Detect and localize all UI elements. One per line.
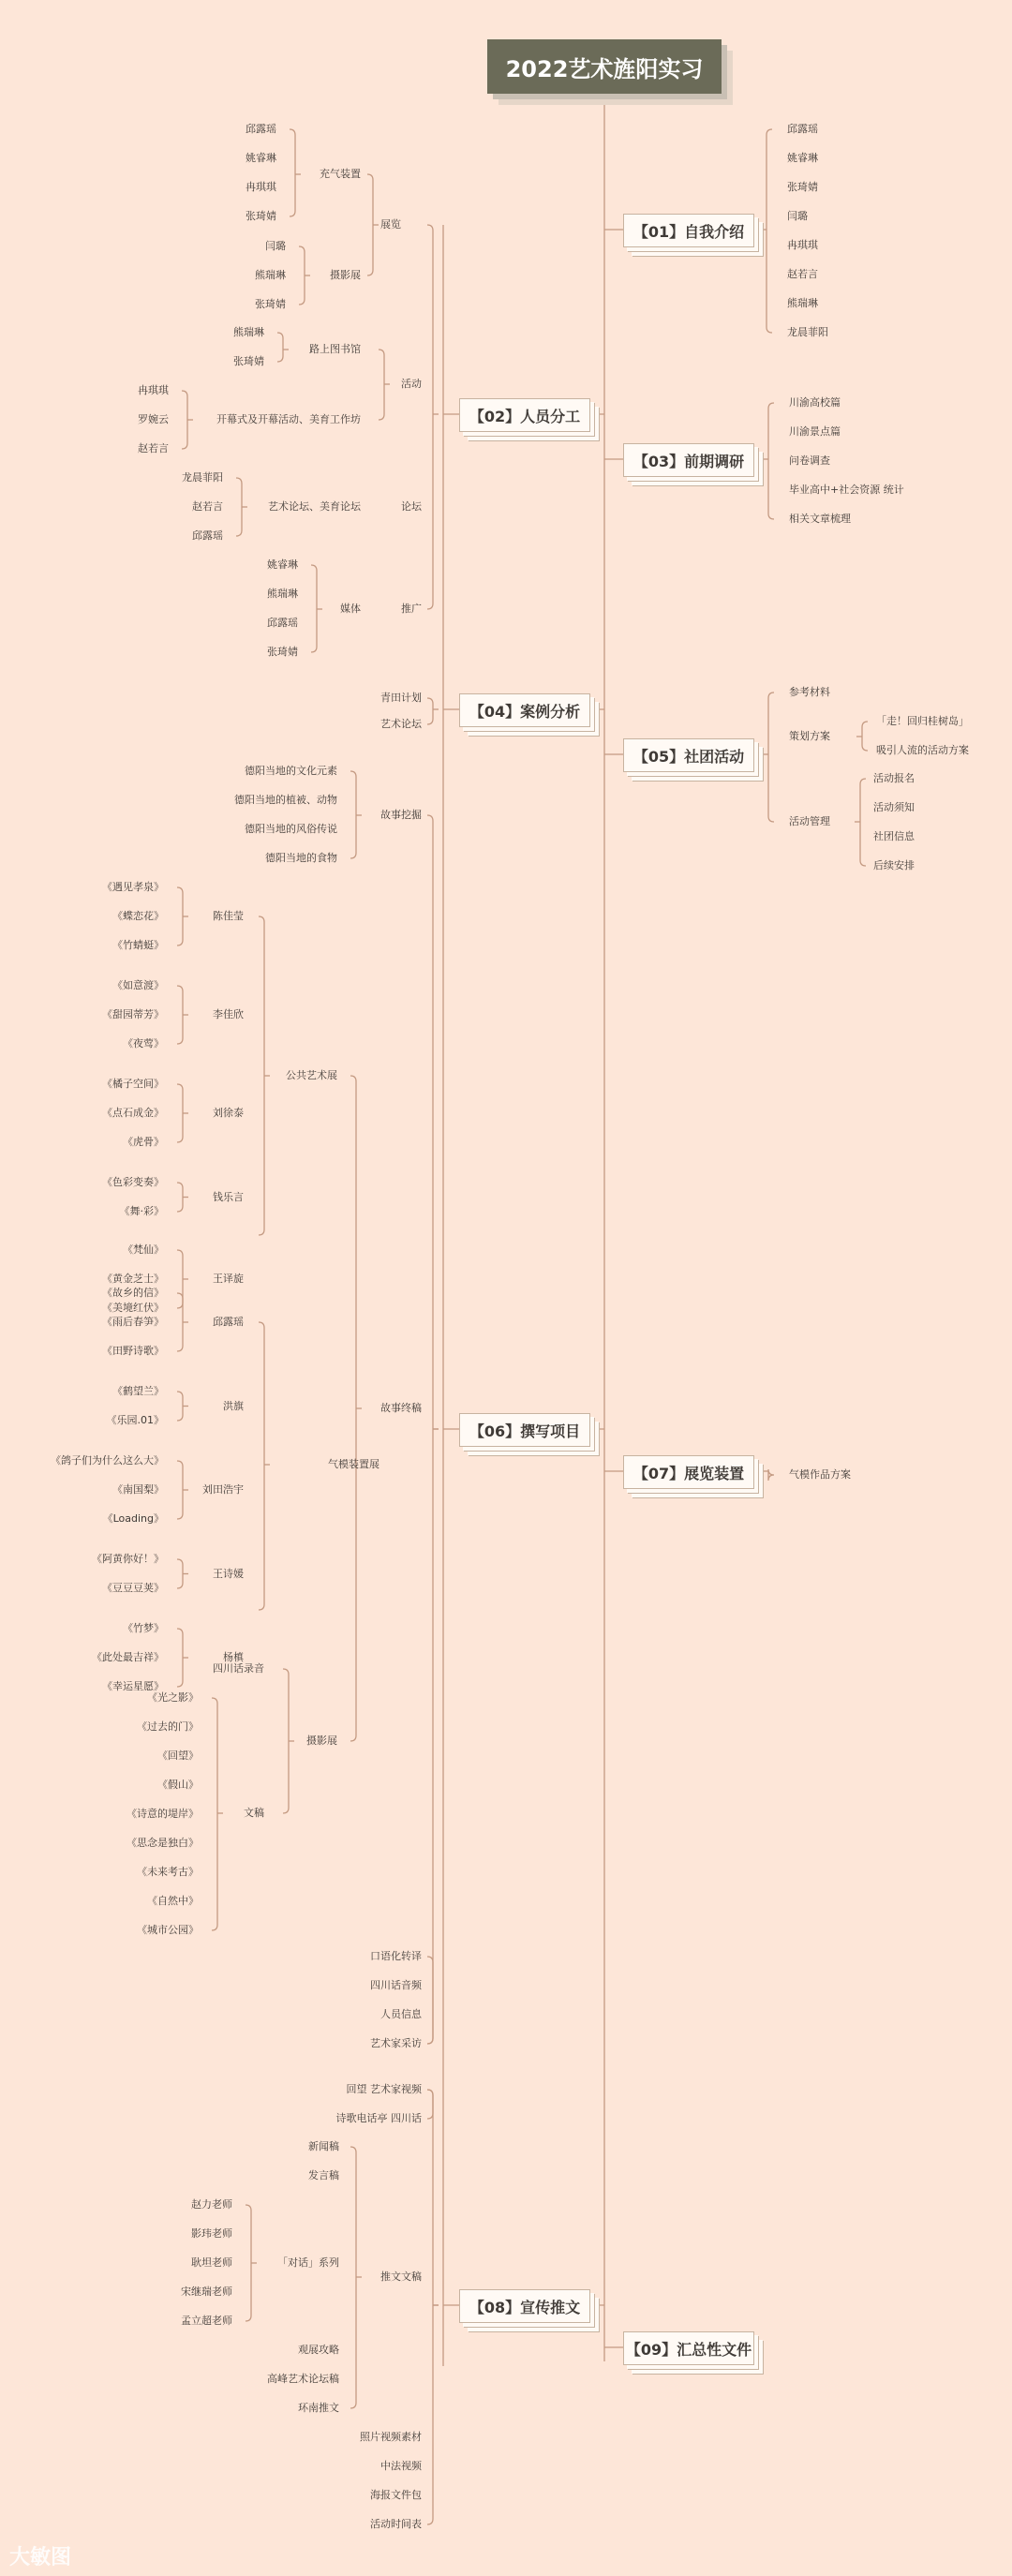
writing-item: 口语化转译 (370, 1950, 422, 1962)
manuscript-title: 《过去的门》 (137, 1720, 199, 1733)
intro-member: 张琦婧 (787, 181, 818, 193)
artwork-title: 《黄金芝士》 (102, 1273, 164, 1285)
opening-person: 罗婉云 (138, 413, 169, 425)
manuscript-title: 《诗意的堤岸》 (126, 1808, 199, 1820)
bracket-line (862, 722, 868, 751)
bracket-line (427, 2090, 433, 2119)
manuscript-title: 《未来考古》 (137, 1866, 199, 1878)
promo-material: 海报文件包 (370, 2489, 422, 2501)
bracket-line (379, 350, 384, 420)
tweet-item: 观展攻略 (298, 2344, 339, 2356)
manage-item: 活动报名 (873, 772, 915, 784)
inflatable-person: 姚睿琳 (246, 152, 276, 164)
forum-person: 龙晨菲阳 (182, 471, 223, 484)
bracket-line (177, 986, 183, 1044)
artwork-title: 《如意渡》 (112, 979, 164, 991)
tweet-item: 发言稿 (308, 2169, 339, 2181)
manuscript-title: 《自然中》 (147, 1895, 199, 1907)
club-plan: 策划方案 (789, 730, 830, 742)
manuscript-branch: 文稿 (244, 1807, 264, 1819)
bracket-line (768, 692, 774, 822)
artist-name: 杨槙 (223, 1651, 244, 1663)
bracket-line (177, 1629, 183, 1687)
photo-person: 熊瑞琳 (255, 269, 286, 281)
inflatable-person: 冉琪琪 (246, 181, 276, 193)
manuscript-title: 《光之影》 (147, 1691, 199, 1704)
plan-item: 吸引人流的活动方案 (876, 744, 969, 756)
manage-item: 活动须知 (873, 801, 915, 813)
bracket-line (259, 1322, 264, 1610)
inflatable-person: 邱露瑶 (246, 123, 276, 135)
forum-person: 赵若言 (192, 500, 223, 513)
box-b01[interactable]: 【01】自我介绍 (623, 214, 754, 247)
artwork-title: 《鹤望兰》 (112, 1385, 164, 1397)
opening-person: 赵若言 (138, 442, 169, 454)
root-title: 2022艺术旌阳实习 (487, 39, 722, 94)
artwork-title: 《虎骨》 (123, 1136, 164, 1148)
media-branch: 媒体 (340, 603, 361, 615)
photo-person: 张琦婧 (255, 298, 286, 310)
dialog-branch: 「对话」系列 (277, 2256, 339, 2269)
bracket-line (277, 333, 283, 362)
media-person: 姚睿琳 (267, 558, 298, 571)
media-person: 熊瑞琳 (267, 588, 298, 600)
artwork-title: 《阿黄你好！》 (92, 1553, 164, 1565)
bracket-line (182, 391, 187, 449)
box-b09[interactable]: 【09】汇总性文件 (623, 2331, 754, 2365)
bracket-line (177, 1293, 183, 1351)
artwork-title: 《点石成金》 (102, 1107, 164, 1119)
intro-member: 赵若言 (787, 268, 818, 280)
artwork-title: 《田野诗歌》 (102, 1345, 164, 1357)
research-item: 相关文章梳理 (789, 513, 851, 525)
artist-name: 刘田浩宇 (202, 1483, 244, 1496)
bracket-line (290, 129, 295, 216)
bracket-line (177, 887, 183, 946)
artwork-title: 《美境红伏》 (102, 1302, 164, 1314)
box-b05[interactable]: 【05】社团活动 (623, 738, 754, 772)
box-b04[interactable]: 【04】案例分析 (459, 693, 590, 727)
club-manage: 活动管理 (789, 815, 830, 827)
bracket-line (311, 565, 317, 652)
media-person: 张琦婧 (267, 646, 298, 658)
tweet-item: 环南推文 (298, 2402, 339, 2414)
inflatable-person: 张琦婧 (246, 210, 276, 222)
writing-item: 四川话音频 (370, 1979, 422, 1991)
intro-member: 姚睿琳 (787, 152, 818, 164)
artist-name: 王译旋 (213, 1273, 244, 1285)
forum-branch: 论坛 (401, 500, 422, 513)
box-b08[interactable]: 【08】宣传推文 (459, 2289, 590, 2323)
final-branch: 故事终稿 (380, 1402, 422, 1414)
research-item: 问卷调查 (789, 454, 830, 467)
intro-member: 冉琪琪 (787, 239, 818, 251)
artwork-title: 《橘子空间》 (102, 1078, 164, 1090)
public-branch: 公共艺术展 (286, 1069, 337, 1081)
artwork-title: 《甜园蒂芳》 (102, 1008, 164, 1020)
bracket-line (259, 916, 264, 1235)
artwork-title: 《豆豆豆荚》 (102, 1582, 164, 1594)
air-branch: 气模装置展 (328, 1458, 380, 1470)
artist-name: 李佳欣 (213, 1008, 244, 1020)
bracket-line (212, 1698, 217, 1930)
teacher-name: 宋继瑞老师 (181, 2286, 232, 2298)
bracket-line (177, 1250, 183, 1308)
bracket-line (768, 1469, 774, 1481)
tweet-branch: 推文文稿 (380, 2271, 422, 2283)
bracket-line (427, 698, 433, 724)
artist-name: 刘徐泰 (213, 1107, 244, 1119)
bracket-line (177, 1461, 183, 1519)
artwork-title: 《遇见孝泉》 (102, 881, 164, 893)
intro-member: 熊瑞琳 (787, 297, 818, 309)
writing-item: 人员信息 (380, 2008, 422, 2020)
promo-branch: 推广 (401, 603, 422, 615)
bracket-line (299, 246, 305, 305)
writing-item: 艺术家采访 (370, 2037, 422, 2049)
research-item: 川渝高校篇 (789, 396, 841, 409)
bracket-line (177, 1084, 183, 1142)
research-item: 毕业高中+社会资源 统计 (789, 484, 904, 496)
artwork-title: 《梵仙》 (123, 1243, 164, 1256)
artwork-title: 《Loading》 (102, 1512, 164, 1525)
teacher-name: 孟立超老师 (181, 2315, 232, 2327)
teacher-name: 耿坦老师 (191, 2256, 232, 2269)
promo-video: 回望 艺术家视频 (346, 2083, 422, 2095)
artwork-title: 《竹蜻蜓》 (112, 939, 164, 951)
teacher-name: 赵力老师 (191, 2198, 232, 2211)
photo-exhibit-branch: 摄影展 (306, 1735, 337, 1747)
bracket-line (766, 129, 772, 333)
activity-branch: 活动 (401, 378, 422, 390)
box-b02[interactable]: 【02】人员分工 (459, 398, 590, 432)
artwork-title: 《色彩变奏》 (102, 1176, 164, 1188)
bracket-line (177, 1392, 183, 1421)
exhibit-branch: 展览 (380, 218, 401, 231)
library-person: 张琦婧 (233, 355, 264, 367)
artwork-title: 《雨后春笋》 (102, 1316, 164, 1328)
intro-member: 邱露瑶 (787, 123, 818, 135)
media-person: 邱露瑶 (267, 617, 298, 629)
bracket-line (246, 2205, 251, 2321)
forum-sub: 艺术论坛、美育论坛 (268, 500, 361, 513)
library-person: 熊瑞琳 (233, 326, 264, 338)
bracket-line (427, 815, 433, 2044)
promo-material: 中法视频 (380, 2460, 422, 2472)
manuscript-title: 《假山》 (157, 1779, 199, 1791)
artwork-title: 《幸运星愿》 (102, 1680, 164, 1692)
box-b07[interactable]: 【07】展览装置 (623, 1455, 754, 1489)
bracket-line (427, 225, 433, 609)
bracket-line (236, 478, 242, 536)
bracket-line (177, 1559, 183, 1588)
bracket-line (350, 1076, 356, 1741)
bracket-line (177, 1183, 183, 1212)
case-item: 艺术论坛 (380, 718, 422, 730)
watermark-logo: 大敏图 (9, 2546, 72, 2569)
mining-item: 德阳当地的文化元素 (245, 765, 337, 777)
box-b06[interactable]: 【06】撰写项目 (459, 1413, 590, 1447)
inflatable-branch: 充气装置 (320, 168, 361, 180)
mining-item: 德阳当地的食物 (265, 852, 337, 864)
promo-material: 活动时间表 (370, 2518, 422, 2530)
bracket-line (860, 779, 866, 866)
intro-member: 龙晨菲阳 (787, 326, 828, 338)
artwork-title: 《舞·彩》 (119, 1205, 164, 1217)
artwork-title: 《鸽子们为什么这么大》 (51, 1454, 164, 1467)
mining-item: 德阳当地的风俗传说 (245, 823, 337, 835)
bracket-line (427, 2090, 433, 2524)
manage-item: 后续安排 (873, 859, 915, 871)
plan-item: 「走！回归桂树岛」 (876, 715, 969, 727)
photo-person: 闫璐 (265, 240, 286, 252)
mining-item: 德阳当地的植被、动物 (234, 794, 337, 806)
bracket-line (350, 2147, 356, 2408)
bracket-line (283, 1669, 289, 1813)
artwork-title: 《南国梨》 (112, 1483, 164, 1496)
bracket-line (367, 174, 373, 275)
artwork-title: 《夜莺》 (123, 1037, 164, 1050)
mining-branch: 故事挖掘 (380, 809, 422, 821)
intro-member: 闫璐 (787, 210, 808, 222)
box-b03[interactable]: 【03】前期调研 (623, 443, 754, 477)
artwork-title: 《蝶恋花》 (112, 910, 164, 922)
forum-person: 邱露瑶 (192, 529, 223, 542)
case-item: 青田计划 (380, 692, 422, 704)
promo-video: 诗歌电话亭 四川话 (335, 2112, 422, 2124)
artist-name: 王诗媛 (213, 1567, 244, 1580)
tweet-item: 高峰艺术论坛稿 (267, 2373, 339, 2385)
photo-branch: 摄影展 (330, 269, 361, 281)
artwork-title: 《乐园.01》 (106, 1414, 164, 1426)
tweet-item: 新闻稿 (308, 2140, 339, 2152)
opening-person: 冉琪琪 (138, 384, 169, 396)
bracket-line (768, 403, 774, 519)
exhibit-plan: 气模作品方案 (789, 1468, 851, 1481)
artist-name: 洪旗 (223, 1399, 244, 1412)
promo-material: 照片视频素材 (360, 2431, 422, 2443)
artist-name: 钱乐言 (213, 1190, 244, 1203)
artwork-title: 《故乡的信》 (102, 1287, 164, 1299)
artist-name: 邱露瑶 (213, 1316, 244, 1328)
artwork-title: 《此处最吉祥》 (92, 1651, 164, 1663)
artwork-title: 《竹梦》 (123, 1622, 164, 1634)
club-ref: 参考材料 (789, 686, 830, 698)
bracket-line (350, 771, 356, 858)
library-branch: 路上图书馆 (309, 343, 361, 355)
artist-name: 陈佳莹 (213, 910, 244, 922)
research-item: 川渝景点篇 (789, 425, 841, 438)
manage-item: 社团信息 (873, 830, 915, 842)
manuscript-title: 《回望》 (157, 1750, 199, 1762)
sichuan-audio: 四川话录音 (213, 1662, 264, 1675)
bracket-line (427, 1957, 433, 2044)
manuscript-title: 《思念是独白》 (126, 1837, 199, 1849)
opening-branch: 开幕式及开幕活动、美育工作坊 (216, 413, 361, 425)
teacher-name: 影玮老师 (191, 2227, 232, 2240)
manuscript-title: 《城市公园》 (137, 1924, 199, 1936)
